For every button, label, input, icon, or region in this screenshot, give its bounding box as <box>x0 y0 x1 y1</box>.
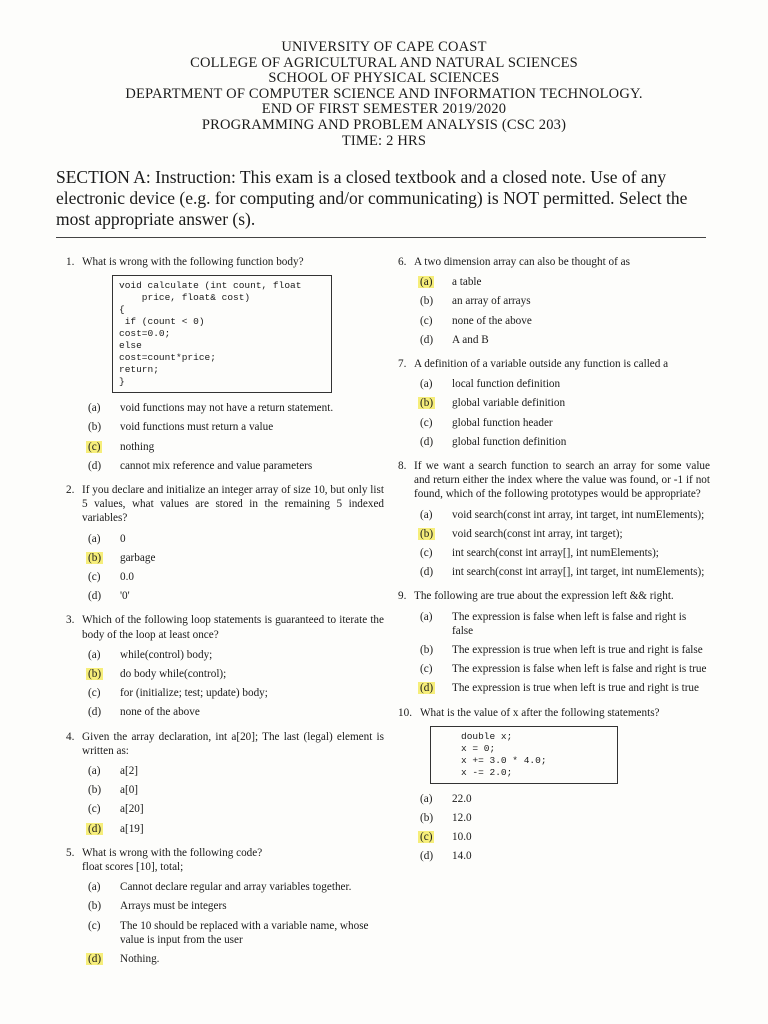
option-c[interactable]: (c) The expression is false when left is false and right is true <box>420 663 707 676</box>
option-d[interactable]: (d) cannot mix reference and value parameters <box>88 459 313 472</box>
option-b-highlighted[interactable]: (b) do body while(control); <box>88 668 227 681</box>
option-a[interactable]: (a) 0 <box>88 532 126 545</box>
option-b-highlighted[interactable]: (b) global variable definition <box>420 397 566 410</box>
exam-header <box>0 40 768 149</box>
option-d[interactable]: (d) global function definition <box>420 435 567 448</box>
question-5 <box>66 846 384 966</box>
question-text: A two dimension array can also be thought of as <box>414 256 630 268</box>
option-c[interactable]: (c) 0.0 <box>88 571 134 584</box>
question-3 <box>66 613 384 719</box>
option-c-highlighted[interactable]: (c) 10.0 <box>420 831 472 844</box>
option-a[interactable]: (a) 22.0 <box>420 792 472 805</box>
option-d[interactable]: (d) none of the above <box>88 706 200 719</box>
question-number: 3. <box>66 614 75 627</box>
question-2 <box>66 483 384 603</box>
option-b[interactable]: (b) an array of arrays <box>420 295 531 308</box>
question-text: What is wrong with the following function body? <box>82 256 304 268</box>
question-10 <box>398 706 710 864</box>
question-text: A definition of a variable outside any function is called a <box>414 358 669 371</box>
semester-title: END OF FIRST SEMESTER 2019/2020 <box>261 101 507 118</box>
option-b[interactable]: (b) The expression is true when left is true and right is false <box>420 644 703 657</box>
option-a[interactable]: (a) void functions may not have a return statement. <box>88 402 334 415</box>
question-number: 1. <box>66 256 75 268</box>
question-number: 2. <box>66 484 75 497</box>
question-number: 10. <box>398 706 412 719</box>
option-b-highlighted[interactable]: (b) void search(const int array, int target); <box>420 527 623 540</box>
question-9 <box>398 589 710 695</box>
option-a[interactable]: (a) Cannot declare regular and array variables together. <box>88 881 352 894</box>
question-text: Which of the following loop statements is guaranteed to iterate the body of the loop at least once? <box>82 614 384 641</box>
option-a[interactable]: (a) void search(const int array, int target, int numElements); <box>420 508 705 521</box>
question-1 <box>66 255 384 473</box>
option-d-highlighted[interactable]: (d) a[19] <box>88 822 144 835</box>
option-c[interactable]: (c) The 10 should be replaced with a variable name, whose value is input from the user <box>88 919 369 946</box>
question-text: The following are true about the expression left && right. <box>414 590 674 603</box>
right-column <box>398 255 710 874</box>
option-a[interactable]: (a) a[2] <box>88 765 139 778</box>
question-number: 9. <box>398 590 407 603</box>
option-a[interactable]: (a) The expression is false when left is false and right is false <box>420 610 687 637</box>
question-text: What is the value of x after the following statements? <box>420 706 660 719</box>
code-block: void calculate (int count, float price, float& cost) { if (count < 0) cost=0.0; else cost=count*price; return; } <box>112 275 332 393</box>
option-b[interactable]: (b) Arrays must be integers <box>88 900 227 913</box>
exam-duration: TIME: 2 HRS <box>341 132 427 149</box>
option-a-highlighted[interactable]: (a) a table <box>420 276 482 289</box>
option-d-highlighted[interactable]: (d) The expression is true when left is true and right is true <box>420 682 699 695</box>
question-text: Given the array declaration, int a[20]; The last (legal) element is written as: <box>82 730 384 757</box>
question-number: 5. <box>66 846 75 859</box>
school-name: SCHOOL OF PHYSICAL SCIENCES <box>268 70 500 87</box>
college-name: COLLEGE OF AGRICULTURAL AND NATURAL SCIENCES <box>190 54 578 71</box>
option-b[interactable]: (b) void functions must return a value <box>88 421 274 434</box>
option-b-highlighted[interactable]: (b) garbage <box>88 551 156 564</box>
question-code-line: float scores [10], total; <box>82 861 184 874</box>
code-block: double x; x = 0; x += 3.0 * 4.0; x -= 2.0; <box>430 726 618 784</box>
option-d[interactable]: (d) A and B <box>420 333 489 346</box>
option-c[interactable]: (c) global function header <box>420 416 553 429</box>
question-number: 4. <box>66 730 75 743</box>
option-c-highlighted[interactable]: (c) nothing <box>88 440 155 453</box>
question-number: 8. <box>398 460 407 473</box>
option-a[interactable]: (a) while(control) body; <box>88 648 213 661</box>
option-d[interactable]: (d) int search(const int array[], int target, int numElements); <box>420 566 705 579</box>
question-4 <box>66 730 384 836</box>
question-number: 7. <box>398 358 407 371</box>
question-text: What is wrong with the following code? <box>82 846 263 859</box>
option-c[interactable]: (c) int search(const int array[], int numElements); <box>420 547 659 560</box>
section-instruction: SECTION A: Instruction: This exam is a closed textbook and a closed note. Use of any electronic device (e.g. for computing and/or communicating) is NOT permitted. Select the most appropriate answer (s). <box>56 167 688 229</box>
option-d[interactable]: (d) 14.0 <box>420 850 472 863</box>
option-d[interactable]: (d) '0' <box>88 590 130 603</box>
question-6 <box>398 255 710 347</box>
question-number: 6. <box>398 256 407 268</box>
option-c[interactable]: (c) none of the above <box>420 314 532 327</box>
option-c[interactable]: (c) for (initialize; test; update) body; <box>88 687 268 700</box>
question-8 <box>398 459 710 579</box>
option-c[interactable]: (c) a[20] <box>88 803 144 816</box>
option-a[interactable]: (a) local function definition <box>420 378 561 391</box>
left-column <box>66 255 384 976</box>
horizontal-rule <box>56 237 706 238</box>
option-d-highlighted[interactable]: (d) Nothing. <box>88 953 160 966</box>
question-7 <box>398 357 710 449</box>
option-b[interactable]: (b) 12.0 <box>420 812 472 825</box>
university-name: UNIVERSITY OF CAPE COAST <box>281 39 487 55</box>
option-b[interactable]: (b) a[0] <box>88 784 139 797</box>
question-text: If we want a search function to search an array for some value and return either the index where the value was found, or -1 if not found, which of the following prototypes would be appropriate? <box>414 460 710 501</box>
department-name: DEPARTMENT OF COMPUTER SCIENCE AND INFORMATION TECHNOLOGY. <box>125 85 643 102</box>
course-title: PROGRAMMING AND PROBLEM ANALYSIS (CSC 203) <box>201 116 567 133</box>
question-text: If you declare and initialize an integer array of size 10, but only list 5 values, what values are stored in the remaining 5 indexed variables? <box>82 484 384 525</box>
